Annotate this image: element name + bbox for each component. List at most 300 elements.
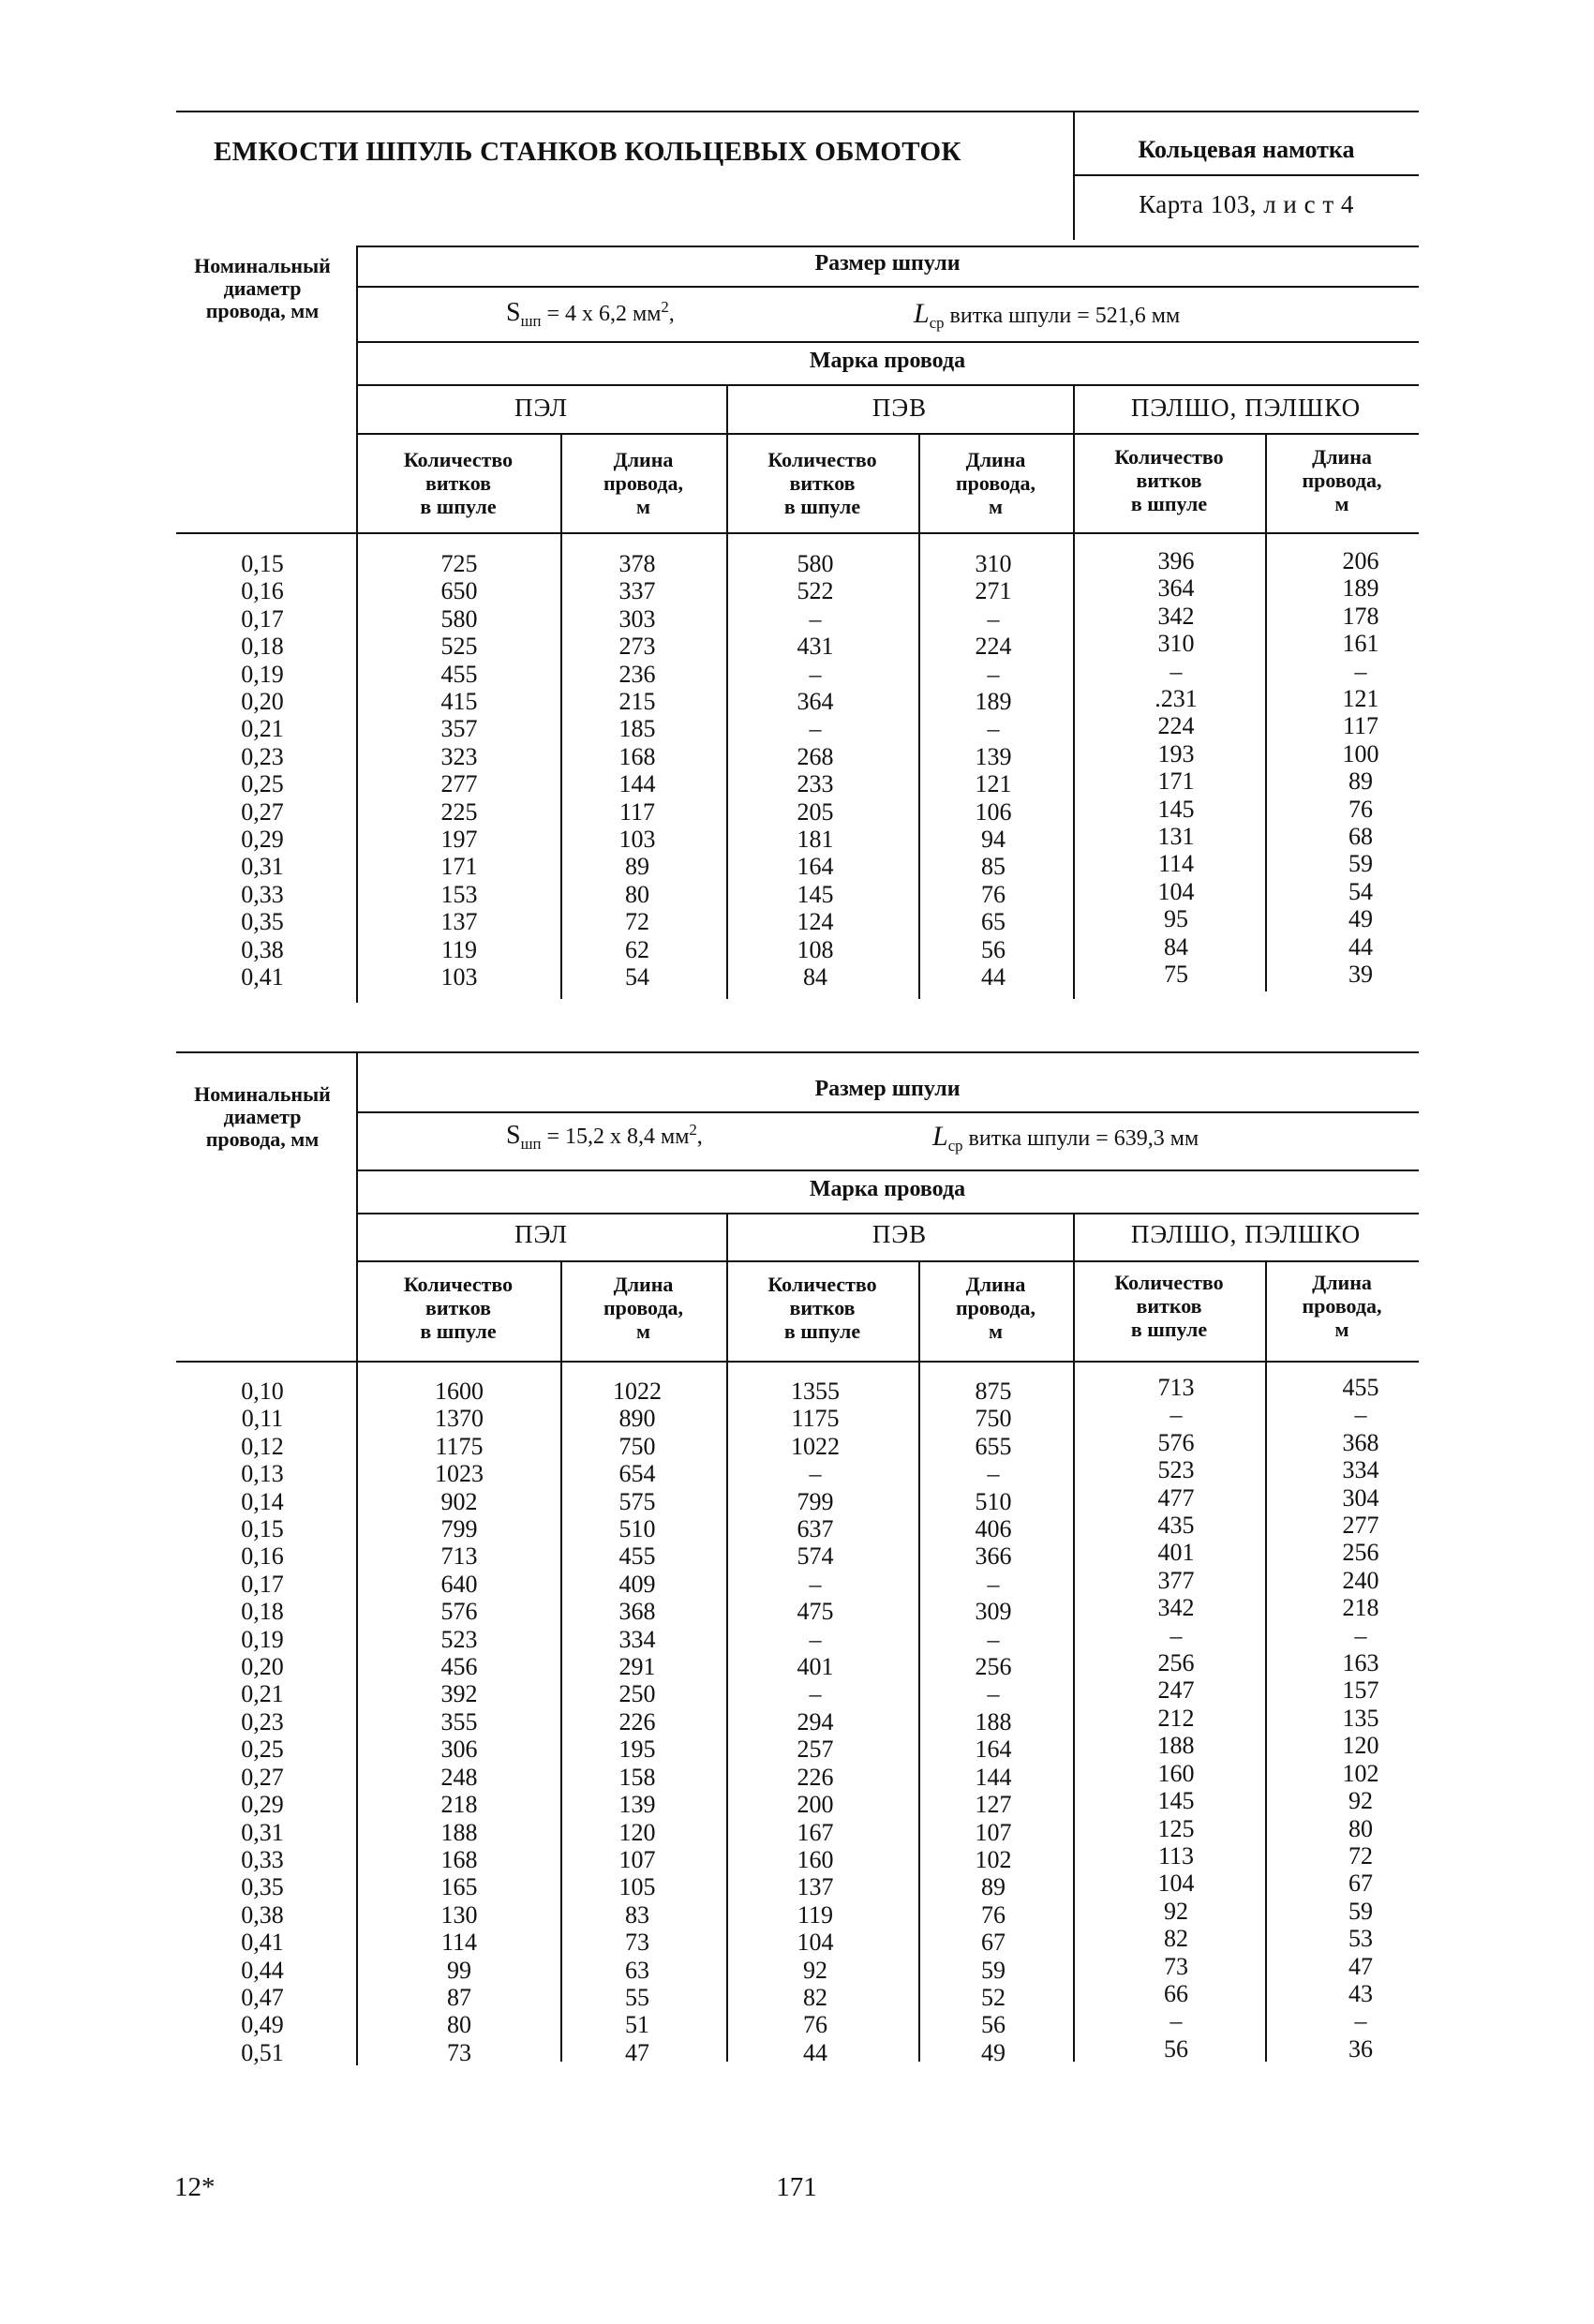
t1-vline-diameter xyxy=(356,246,358,1003)
t1-s-formula xyxy=(506,298,675,331)
table-cell: 107 xyxy=(975,1818,1012,1846)
table-cell: 650 xyxy=(440,577,478,605)
table-cell: 114 xyxy=(440,1929,478,1957)
table-cell: 0,33 xyxy=(241,1845,284,1873)
t2-s-value: = 15,2 х 8,4 мм xyxy=(546,1125,690,1149)
table-cell: 212 xyxy=(1157,1704,1195,1732)
table-cell: – xyxy=(987,715,1000,743)
t2-pelsho-length-column xyxy=(1314,1374,1408,2063)
t2-pel-turns-column xyxy=(412,1378,506,2066)
table-cell: 137 xyxy=(440,908,478,936)
table-cell: – xyxy=(1354,657,1367,685)
table-cell: 1175 xyxy=(791,1405,840,1433)
table-cell: 303 xyxy=(618,604,656,633)
table-cell: 80 xyxy=(1348,1814,1373,1842)
table-cell: 104 xyxy=(1157,877,1195,905)
table-cell: 119 xyxy=(440,935,478,963)
table-cell: 0,49 xyxy=(241,2011,284,2039)
table-cell: 875 xyxy=(975,1378,1012,1405)
table-cell: 200 xyxy=(797,1791,834,1819)
table-cell: 0,15 xyxy=(241,550,284,577)
t2-size-header: Размер шпули xyxy=(814,1077,961,1101)
t2-l-sub: ср xyxy=(947,1136,963,1155)
table-cell: 56 xyxy=(981,2011,1006,2039)
table-cell: 0,41 xyxy=(241,963,284,991)
t2-rule-groups xyxy=(356,1260,1419,1262)
table-cell: 1355 xyxy=(791,1378,840,1405)
table-cell: 431 xyxy=(797,633,834,661)
table-cell: 401 xyxy=(797,1653,834,1681)
table-cell: 236 xyxy=(618,660,656,688)
table-cell: 366 xyxy=(975,1542,1012,1571)
table-cell: 273 xyxy=(618,633,656,661)
table-cell: 396 xyxy=(1157,547,1195,574)
table-cell: 310 xyxy=(1157,630,1195,658)
table-cell: 1175 xyxy=(435,1432,484,1460)
page-number: 171 xyxy=(776,2172,817,2202)
table-cell: 0,15 xyxy=(241,1515,284,1543)
table-cell: 73 xyxy=(625,1929,649,1957)
table-cell: – xyxy=(987,1625,1000,1653)
table-cell: – xyxy=(809,1625,822,1653)
table-cell: – xyxy=(987,660,1000,688)
table-cell: 131 xyxy=(1157,823,1195,851)
table-cell: 0,17 xyxy=(241,604,284,633)
table-cell: 103 xyxy=(440,963,478,991)
table-cell: 477 xyxy=(1157,1483,1195,1512)
t1-rule-size xyxy=(356,286,1419,288)
t1-vline-pel-pev xyxy=(726,384,728,999)
table-cell: 0,21 xyxy=(241,1680,284,1708)
table-cell: 392 xyxy=(440,1680,478,1708)
table-cell: 103 xyxy=(618,826,656,854)
table-cell: 51 xyxy=(625,2011,649,2039)
table-cell: 0,51 xyxy=(241,2038,284,2066)
table-cell: – xyxy=(1169,1621,1183,1649)
table-cell: 160 xyxy=(797,1845,834,1873)
t1-diameter-column xyxy=(216,550,309,991)
table-cell: 0,23 xyxy=(241,742,284,770)
table-cell: 73 xyxy=(447,2038,471,2066)
t2-pelsho-turns-column xyxy=(1129,1374,1223,2063)
table-cell: 580 xyxy=(440,604,478,633)
table-cell: 92 xyxy=(803,1956,827,1984)
t2-rule-header-bottom xyxy=(176,1361,1419,1363)
t2-colhdr-pelsho-len: Длина провода, м xyxy=(1302,1271,1382,1341)
table-cell: 167 xyxy=(797,1818,834,1846)
table-cell: 233 xyxy=(797,770,834,798)
table-cell: 0,31 xyxy=(241,853,284,881)
t1-rule-formula xyxy=(356,341,1419,343)
table-cell: 355 xyxy=(440,1707,478,1736)
table-cell: 310 xyxy=(975,550,1012,577)
table-cell: 106 xyxy=(975,797,1012,826)
t2-vline-pel-pev xyxy=(726,1213,728,2062)
table-cell: 197 xyxy=(440,826,478,854)
table-cell: 76 xyxy=(981,880,1006,908)
t1-s-sup: 2 xyxy=(661,298,669,316)
t2-rule-brand xyxy=(356,1213,1419,1214)
table-cell: 44 xyxy=(981,963,1006,991)
table-cell: 164 xyxy=(975,1736,1012,1764)
t2-vline-pel-mid xyxy=(560,1260,562,2062)
t2-group-pelsho: ПЭЛШО, ПЭЛШКО xyxy=(1130,1220,1362,1248)
table-cell: 178 xyxy=(1342,602,1379,630)
table-cell: 120 xyxy=(1342,1732,1379,1760)
t1-vline-pev-pelsho xyxy=(1073,384,1075,999)
table-cell: 36 xyxy=(1348,2034,1373,2063)
table-cell: 0,27 xyxy=(241,797,284,826)
table-cell: 377 xyxy=(1157,1566,1195,1594)
table-cell: 637 xyxy=(797,1515,834,1543)
table-cell: 65 xyxy=(981,908,1006,936)
t1-pel-turns-column xyxy=(412,550,506,991)
table-cell: 164 xyxy=(797,853,834,881)
table-cell: 55 xyxy=(625,1983,649,2011)
t2-group-pel: ПЭЛ xyxy=(514,1220,568,1248)
t2-vline-pelsho-mid xyxy=(1265,1260,1267,2062)
table-cell: – xyxy=(1169,1401,1183,1429)
t2-colhdr-pev-len: Длина провода, м xyxy=(955,1273,1036,1343)
table-cell: 1022 xyxy=(791,1432,840,1460)
signature-mark: 12* xyxy=(174,2172,216,2202)
table-cell: 83 xyxy=(625,1900,649,1929)
t1-colhdr-pev-len: Длина провода, м xyxy=(955,448,1036,518)
table-cell: 334 xyxy=(618,1625,656,1653)
table-cell: 181 xyxy=(797,826,834,854)
t2-rule-top-long xyxy=(176,1051,1419,1053)
t2-rule-size xyxy=(356,1111,1419,1113)
table-cell: 171 xyxy=(440,853,478,881)
table-cell: 1600 xyxy=(435,1378,484,1405)
table-cell: 0,14 xyxy=(241,1487,284,1515)
table-cell: 580 xyxy=(797,550,834,577)
table-cell: 0,33 xyxy=(241,880,284,908)
t1-colhdr-pel-len: Длина провода, м xyxy=(603,448,684,518)
t1-pelsho-turns-column xyxy=(1129,547,1223,989)
table-cell: – xyxy=(1354,1401,1367,1429)
table-cell: 53 xyxy=(1348,1925,1373,1953)
t1-rule-brand xyxy=(356,384,1419,386)
table-cell: 523 xyxy=(440,1625,478,1653)
table-cell: 654 xyxy=(618,1460,656,1488)
table-cell: 107 xyxy=(618,1845,656,1873)
table-cell: 409 xyxy=(618,1570,656,1598)
table-cell: 189 xyxy=(1342,574,1379,603)
table-cell: 291 xyxy=(618,1653,656,1681)
table-cell: 224 xyxy=(1157,712,1195,740)
table-cell: 309 xyxy=(975,1598,1012,1626)
table-cell: 100 xyxy=(1342,739,1379,767)
table-cell: 87 xyxy=(447,1983,471,2011)
table-cell: 0,10 xyxy=(241,1378,284,1405)
table-cell: 525 xyxy=(440,633,478,661)
table-cell: 226 xyxy=(618,1707,656,1736)
table-cell: – xyxy=(987,1680,1000,1708)
table-cell: 240 xyxy=(1342,1566,1379,1594)
table-cell: 218 xyxy=(440,1791,478,1819)
table-cell: 0,29 xyxy=(241,826,284,854)
table-cell: 94 xyxy=(981,826,1006,854)
t2-group-pev: ПЭВ xyxy=(871,1220,928,1248)
table-cell: 113 xyxy=(1157,1841,1195,1870)
table-cell: 456 xyxy=(440,1653,478,1681)
table-cell: 56 xyxy=(981,935,1006,963)
table-cell: 0,17 xyxy=(241,1570,284,1598)
t1-colhdr-pelsho-len: Длина провода, м xyxy=(1302,445,1382,515)
table-cell: 89 xyxy=(1348,767,1373,796)
t2-diameter-column-header: Номинальный диаметр провода, мм xyxy=(194,1082,331,1151)
t1-l-symbol: L xyxy=(914,298,930,329)
table-cell: 73 xyxy=(1164,1952,1188,1980)
table-cell: – xyxy=(1354,2007,1367,2035)
table-cell: 368 xyxy=(1342,1428,1379,1456)
table-cell: 171 xyxy=(1157,767,1195,796)
table-cell: – xyxy=(987,1460,1000,1488)
header-box-rule xyxy=(1073,174,1419,176)
table-cell: 130 xyxy=(440,1900,478,1929)
table-cell: 145 xyxy=(1157,795,1195,823)
table-cell: 62 xyxy=(625,935,649,963)
table-cell: 0,27 xyxy=(241,1763,284,1791)
table-cell: 47 xyxy=(625,2038,649,2066)
table-cell: 139 xyxy=(618,1791,656,1819)
t2-s-sub: шп xyxy=(520,1134,542,1153)
table-cell: 0,35 xyxy=(241,1873,284,1901)
table-cell: 80 xyxy=(447,2011,471,2039)
table-cell: 0,19 xyxy=(241,660,284,688)
t2-colhdr-pelsho-turns: Количество витков в шпуле xyxy=(1114,1271,1224,1341)
table-cell: 0,25 xyxy=(241,1736,284,1764)
table-cell: 92 xyxy=(1348,1787,1373,1815)
header-top-rule xyxy=(176,111,1419,112)
table-cell: 0,38 xyxy=(241,1900,284,1929)
table-cell: 205 xyxy=(797,797,834,826)
table-cell: 67 xyxy=(1348,1870,1373,1898)
table-cell: 124 xyxy=(797,908,834,936)
table-cell: 655 xyxy=(975,1432,1012,1460)
table-cell: 257 xyxy=(797,1736,834,1764)
table-cell: 306 xyxy=(440,1736,478,1764)
table-cell: 137 xyxy=(797,1873,834,1901)
t2-colhdr-pel-turns: Количество витков в шпуле xyxy=(403,1273,514,1343)
t1-size-header: Размер шпули xyxy=(814,251,961,276)
table-cell: 161 xyxy=(1342,630,1379,658)
table-cell: 139 xyxy=(975,742,1012,770)
t2-pel-length-column xyxy=(590,1378,684,2066)
table-cell: 125 xyxy=(1157,1814,1195,1842)
t2-vline-pev-mid xyxy=(918,1260,920,2062)
table-cell: 225 xyxy=(440,797,478,826)
table-cell: 401 xyxy=(1157,1539,1195,1567)
table-cell: 475 xyxy=(797,1598,834,1626)
table-cell: 105 xyxy=(618,1873,656,1901)
t1-group-pel: ПЭЛ xyxy=(514,394,568,422)
table-cell: – xyxy=(987,604,1000,633)
table-cell: 82 xyxy=(803,1983,827,2011)
table-cell: 89 xyxy=(981,1873,1006,1901)
table-cell: 114 xyxy=(1157,850,1195,878)
table-cell: 104 xyxy=(797,1929,834,1957)
table-cell: 47 xyxy=(1348,1952,1373,1980)
table-cell: 121 xyxy=(975,770,1012,798)
table-cell: 84 xyxy=(1164,932,1188,961)
table-cell: 294 xyxy=(797,1707,834,1736)
table-cell: 0,20 xyxy=(241,688,284,716)
table-cell: 188 xyxy=(975,1707,1012,1736)
table-cell: 185 xyxy=(618,715,656,743)
t2-s-tail: , xyxy=(696,1125,703,1149)
t1-group-pelsho: ПЭЛШО, ПЭЛШКО xyxy=(1130,394,1362,422)
table-cell: 364 xyxy=(1157,574,1195,603)
table-cell: 0,29 xyxy=(241,1791,284,1819)
table-cell: 0,11 xyxy=(241,1405,284,1433)
table-cell: 799 xyxy=(440,1515,478,1543)
table-cell: 193 xyxy=(1157,739,1195,767)
table-cell: 49 xyxy=(1348,905,1373,933)
table-cell: 455 xyxy=(440,660,478,688)
table-cell: – xyxy=(987,1570,1000,1598)
table-cell: 725 xyxy=(440,550,478,577)
table-cell: 576 xyxy=(440,1598,478,1626)
table-cell: 510 xyxy=(975,1487,1012,1515)
t2-s-sup: 2 xyxy=(689,1121,697,1139)
t1-group-pev: ПЭВ xyxy=(871,394,928,422)
t2-l-value: витка шпули = 639,3 мм xyxy=(968,1126,1199,1151)
table-cell: 277 xyxy=(1342,1512,1379,1540)
t2-colhdr-pev-turns: Количество витков в шпуле xyxy=(767,1273,877,1343)
table-cell: 168 xyxy=(440,1845,478,1873)
table-cell: 82 xyxy=(1164,1925,1188,1953)
table-cell: 145 xyxy=(1157,1787,1195,1815)
table-cell: 271 xyxy=(975,577,1012,605)
table-cell: 268 xyxy=(797,742,834,770)
table-cell: 406 xyxy=(975,1515,1012,1543)
table-cell: 75 xyxy=(1164,961,1188,989)
t1-colhdr-pelsho-turns: Количество витков в шпуле xyxy=(1114,445,1224,515)
t1-rule-header-bottom xyxy=(176,532,1419,534)
table-cell: 59 xyxy=(1348,1897,1373,1925)
table-cell: 144 xyxy=(975,1763,1012,1791)
table-cell: 117 xyxy=(618,797,656,826)
table-cell: 117 xyxy=(1342,712,1379,740)
t2-l-symbol: L xyxy=(932,1121,948,1152)
t1-s-tail: , xyxy=(668,302,675,326)
table-cell: 0,12 xyxy=(241,1432,284,1460)
table-cell: 52 xyxy=(981,1983,1006,2011)
t2-s-formula xyxy=(506,1121,703,1154)
table-cell: 99 xyxy=(447,1956,471,1984)
table-cell: 84 xyxy=(803,963,827,991)
t2-rule-formula xyxy=(356,1169,1419,1171)
table-cell: 49 xyxy=(981,2038,1006,2066)
table-cell: 153 xyxy=(440,880,478,908)
table-cell: 66 xyxy=(1164,1979,1188,2007)
table-cell: 364 xyxy=(797,688,834,716)
table-cell: 455 xyxy=(1342,1374,1379,1401)
table-cell: 574 xyxy=(797,1542,834,1571)
t1-pelsho-length-column xyxy=(1314,547,1408,989)
t1-pev-length-column xyxy=(946,550,1040,991)
table-cell: 0,25 xyxy=(241,770,284,798)
table-cell: 902 xyxy=(440,1487,478,1515)
table-cell: 0,18 xyxy=(241,1598,284,1626)
card-number: Карта 103, л и с т 4 xyxy=(1139,190,1354,218)
table-cell: 890 xyxy=(618,1405,656,1433)
table-cell: 158 xyxy=(618,1763,656,1791)
table-cell: 0,19 xyxy=(241,1625,284,1653)
table-cell: 247 xyxy=(1157,1676,1195,1705)
t1-rule-groups xyxy=(356,433,1419,435)
table-cell: 59 xyxy=(981,1956,1006,1984)
table-cell: 72 xyxy=(1348,1841,1373,1870)
table-cell: 256 xyxy=(1342,1539,1379,1567)
table-cell: 85 xyxy=(981,853,1006,881)
table-cell: 63 xyxy=(625,1956,649,1984)
t1-pel-length-column xyxy=(590,550,684,991)
table-cell: 0,18 xyxy=(241,633,284,661)
table-cell: 713 xyxy=(440,1542,478,1571)
t1-vline-pelsho-mid xyxy=(1265,433,1267,991)
table-cell: 799 xyxy=(797,1487,834,1515)
table-cell: 226 xyxy=(797,1763,834,1791)
table-cell: 89 xyxy=(625,853,649,881)
table-cell: 76 xyxy=(803,2011,827,2039)
table-cell: 135 xyxy=(1342,1704,1379,1732)
table-cell: 0,47 xyxy=(241,1983,284,2011)
table-cell: – xyxy=(809,1570,822,1598)
table-cell: 0,41 xyxy=(241,1929,284,1957)
table-cell: 750 xyxy=(618,1432,656,1460)
table-cell: 378 xyxy=(618,550,656,577)
table-cell: 54 xyxy=(625,963,649,991)
table-cell: 104 xyxy=(1157,1870,1195,1898)
t1-s-value: = 4 х 6,2 мм xyxy=(546,302,662,326)
table-cell: 0,20 xyxy=(241,1653,284,1681)
t2-colhdr-pel-len: Длина провода, м xyxy=(603,1273,684,1343)
table-cell: 368 xyxy=(618,1598,656,1626)
table-cell: 188 xyxy=(1157,1732,1195,1760)
table-cell: 415 xyxy=(440,688,478,716)
table-cell: 435 xyxy=(1157,1512,1195,1540)
table-cell: 357 xyxy=(440,715,478,743)
table-cell: 160 xyxy=(1157,1759,1195,1787)
table-cell: 750 xyxy=(975,1405,1012,1433)
table-cell: 76 xyxy=(981,1900,1006,1929)
t1-vline-pel-mid xyxy=(560,433,562,999)
table-cell: 95 xyxy=(1164,905,1188,933)
table-cell: 165 xyxy=(440,1873,478,1901)
table-cell: 72 xyxy=(625,908,649,936)
table-cell: 145 xyxy=(797,880,834,908)
table-cell: 121 xyxy=(1342,685,1379,713)
table-cell: 195 xyxy=(618,1736,656,1764)
table-cell: 188 xyxy=(440,1818,478,1846)
t1-pev-turns-column xyxy=(768,550,862,991)
table-cell: 0,38 xyxy=(241,935,284,963)
table-cell: 206 xyxy=(1342,547,1379,574)
table-cell: 640 xyxy=(440,1570,478,1598)
t2-vline-pev-pelsho xyxy=(1073,1213,1075,2062)
table-cell: 342 xyxy=(1157,1594,1195,1622)
table-cell: 304 xyxy=(1342,1483,1379,1512)
table-cell: 102 xyxy=(975,1845,1012,1873)
table-cell: 54 xyxy=(1348,877,1373,905)
table-cell: 455 xyxy=(618,1542,656,1571)
table-cell: – xyxy=(1169,2007,1183,2035)
table-cell: 337 xyxy=(618,577,656,605)
table-cell: 168 xyxy=(618,742,656,770)
